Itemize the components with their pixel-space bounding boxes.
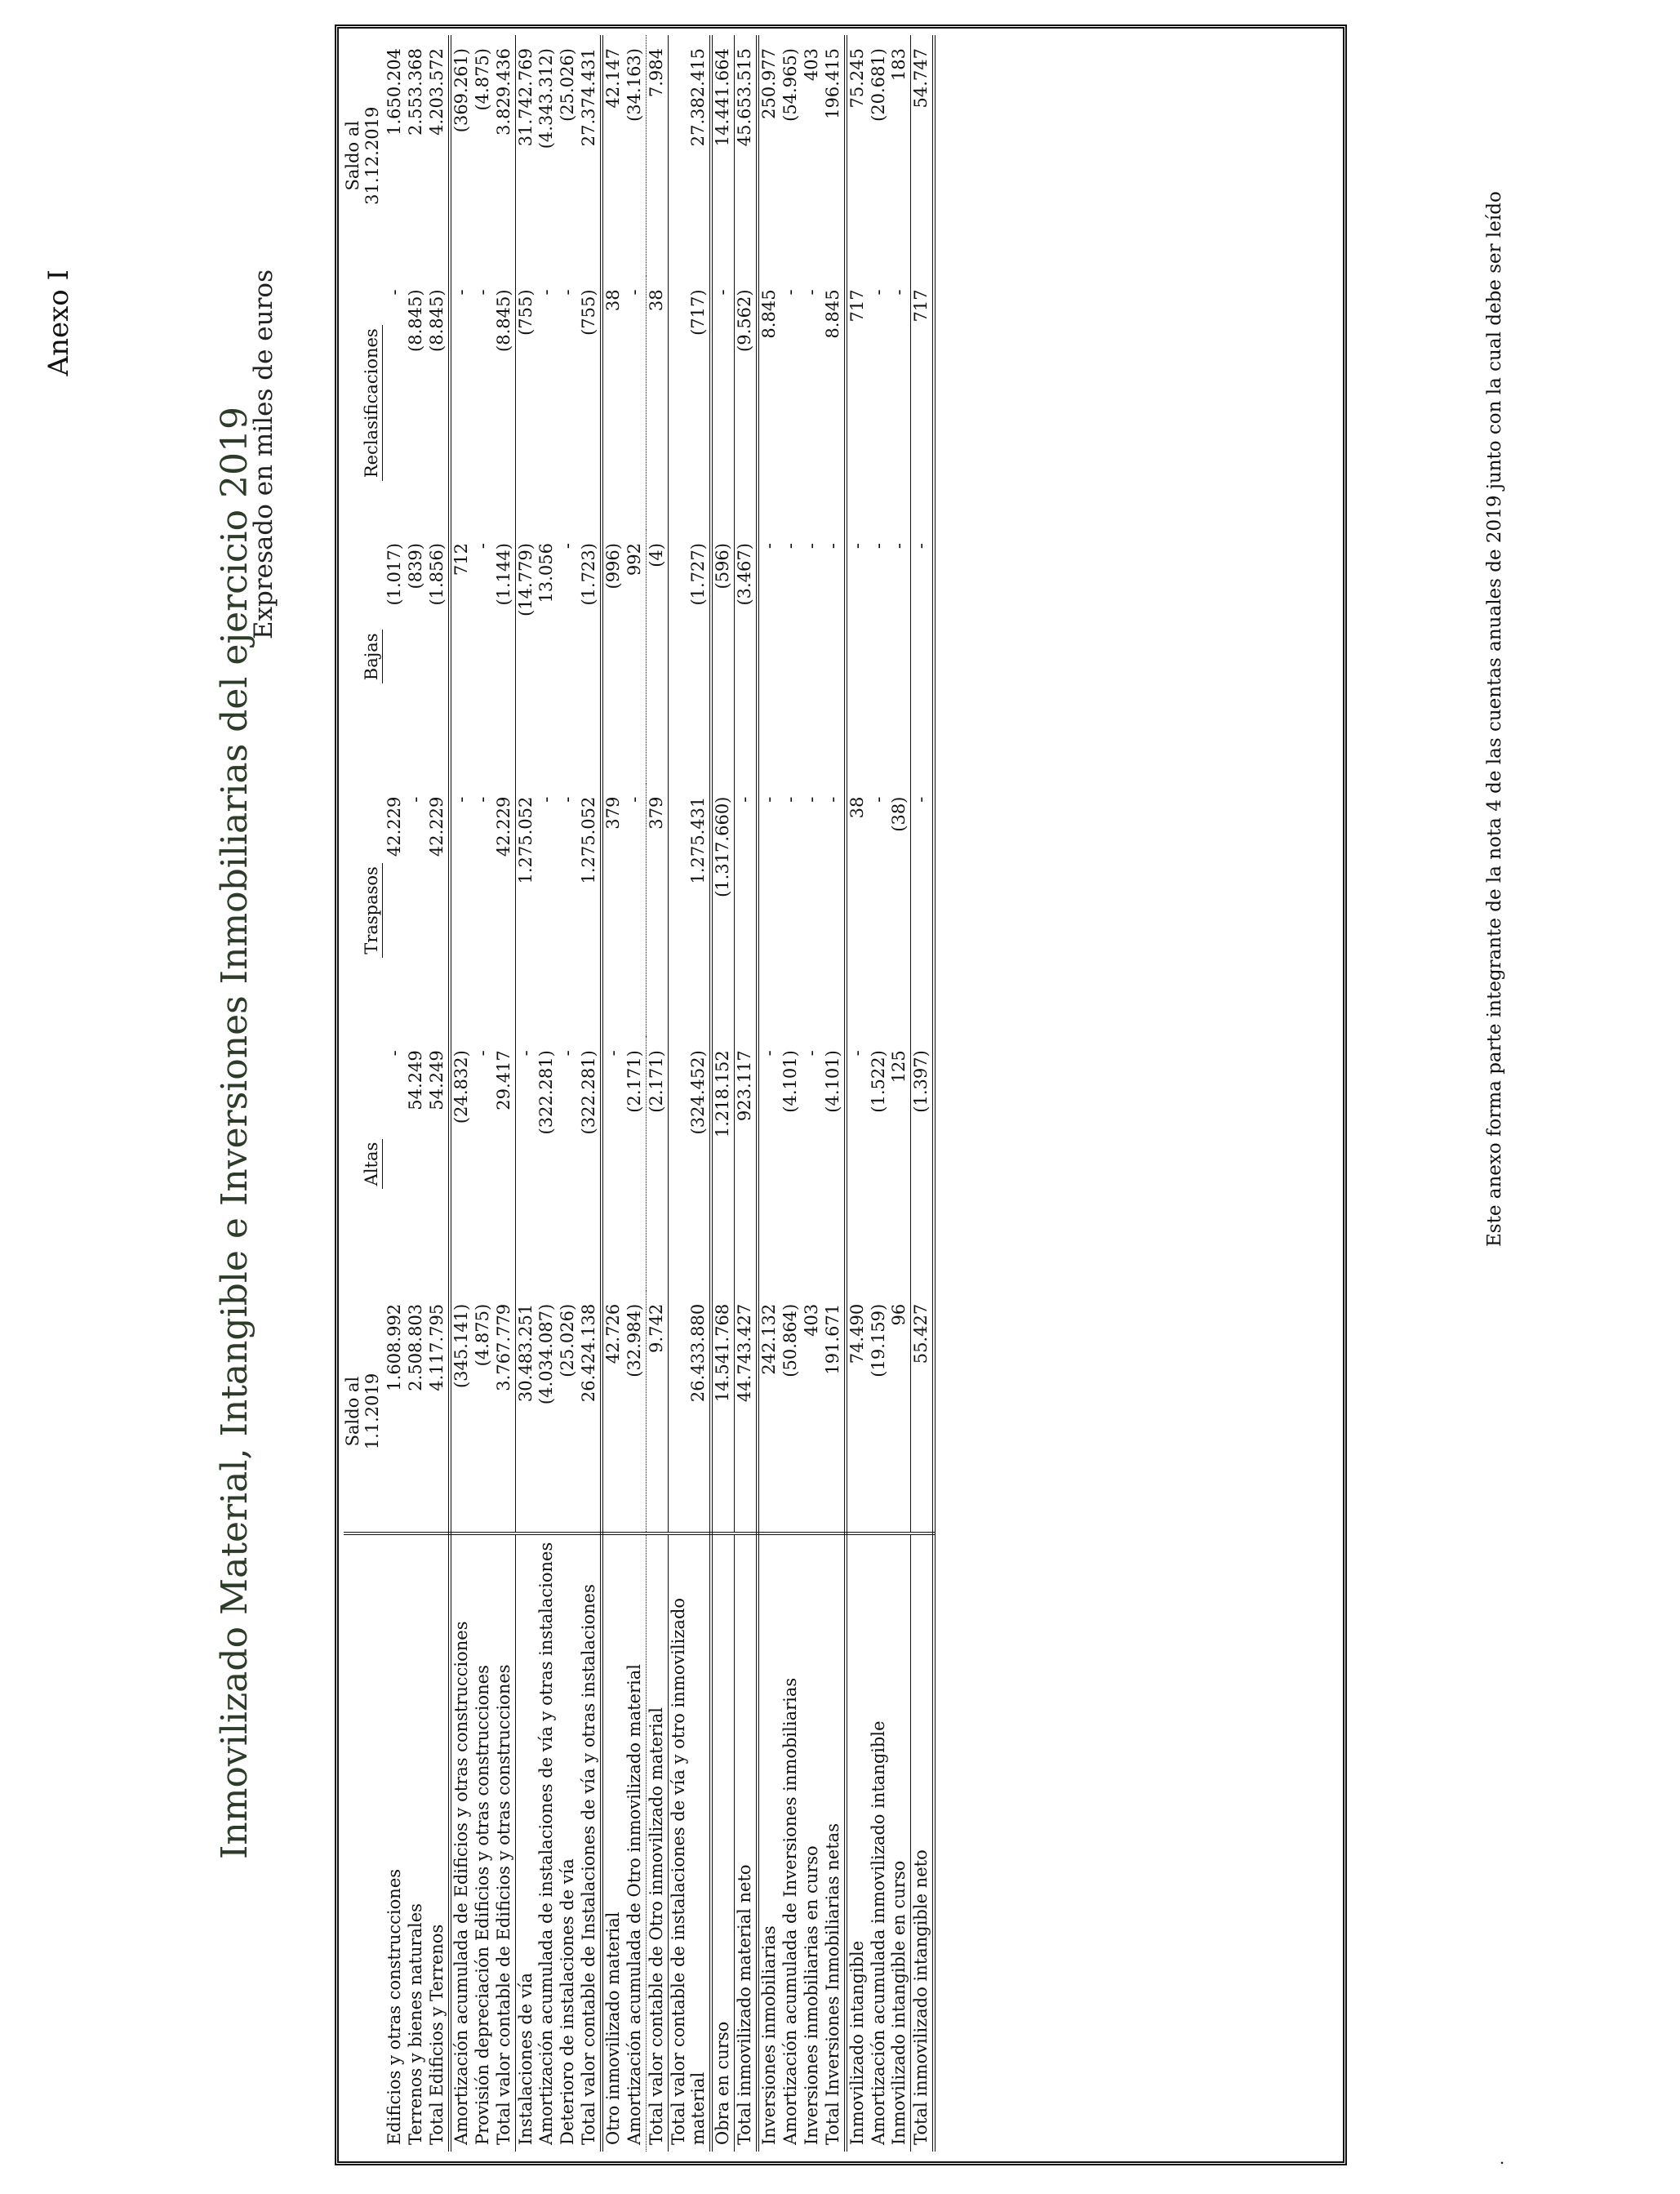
row-value: 29.417: [494, 1037, 515, 1291]
row-value: -: [911, 784, 934, 1038]
row-value: 42.229: [494, 784, 515, 1038]
header-label-cell: [344, 1533, 384, 2152]
row-label: Obra en curso: [711, 1533, 734, 2152]
row-value: 403: [801, 48, 821, 82]
row-value: 3.829.436: [494, 35, 515, 276]
table-row: [579, 35, 602, 2152]
row-value: -: [780, 796, 800, 803]
header-bajas: Bajas: [344, 530, 384, 784]
row-value: -: [558, 796, 578, 803]
header-reclasificaciones: Reclasificaciones: [344, 276, 384, 530]
row-value: (2.171): [647, 1037, 669, 1291]
row-value: (2.171): [624, 1037, 646, 1291]
row-label: Inversiones inmobiliarias: [758, 1533, 780, 2152]
row-value: 8.845: [758, 289, 779, 339]
row-value: 242.132: [758, 1303, 779, 1375]
table-row: [624, 35, 646, 2152]
table-frame: [335, 24, 1347, 2165]
row-value: 27.382.415: [669, 35, 711, 276]
row-value: 13.056: [536, 543, 557, 603]
row-value: (4.343.312): [536, 48, 557, 149]
row-value: (1.397): [911, 1037, 934, 1291]
row-value: 191.671: [823, 1291, 846, 1533]
row-value: -: [515, 1050, 536, 1057]
row-value: (54.965): [780, 48, 800, 122]
row-value: 27.374.431: [579, 35, 602, 276]
row-value: 2.508.803: [405, 1303, 425, 1391]
row-value: (1.856): [427, 530, 450, 784]
row-value: -: [868, 289, 888, 296]
row-label: Total Edificios y Terrenos: [427, 1533, 450, 2152]
row-value: -: [801, 289, 821, 296]
row-label: Edificios y otras construcciones: [384, 1533, 406, 2152]
units-note: Expresado en miles de euros: [249, 269, 278, 640]
row-value: (50.864): [780, 1303, 800, 1377]
row-label: Otro inmovilizado material: [602, 1533, 624, 2152]
row-value: (4.875): [472, 1303, 492, 1367]
row-value: (25.026): [558, 1303, 578, 1377]
row-value: 183: [889, 35, 910, 276]
row-label: Total valor contable de Instalaciones de vía y otras instalaciones: [579, 1533, 602, 2152]
table-row: [602, 35, 624, 2152]
row-label: Total valor contable de Otro inmovilizado material: [647, 1533, 669, 2152]
row-value: (14.779): [515, 543, 536, 616]
row-value: -: [911, 530, 934, 784]
row-value: -: [847, 543, 867, 550]
row-value: (32.984): [624, 1291, 646, 1533]
row-value: 42.147: [603, 48, 624, 109]
table-row: [647, 35, 669, 2152]
fixed-assets-table: [344, 35, 936, 2152]
row-value: -: [711, 276, 734, 530]
row-value: (1.017): [384, 543, 404, 606]
row-value: 42.229: [427, 784, 450, 1038]
row-value: (8.845): [427, 276, 450, 530]
row-value: -: [603, 1050, 624, 1057]
row-value: 26.424.138: [579, 1291, 602, 1533]
row-value: 44.743.427: [734, 1291, 757, 1533]
row-label: Total Inversiones Inmobiliarias netas: [823, 1533, 846, 2152]
row-value: 250.977: [758, 48, 779, 119]
row-value: (345.141): [451, 1303, 471, 1389]
row-label: Total inmovilizado material neto: [734, 1533, 757, 2152]
row-value: 38: [847, 796, 867, 819]
annex-label: Anexo I: [42, 269, 75, 376]
row-value: 7.984: [647, 35, 669, 276]
row-value: 26.433.880: [669, 1291, 711, 1533]
footer-mark: .: [1487, 2160, 1507, 2165]
header-opening-line2: 1.1.2019: [362, 1373, 382, 1450]
table-row: [494, 35, 515, 2152]
row-value: (25.026): [558, 48, 578, 122]
row-label: Inmovilizado intangible: [846, 1533, 869, 2152]
table-row: [802, 35, 823, 2152]
row-value: (324.452): [669, 1037, 711, 1291]
table-row: [427, 35, 450, 2152]
row-value: -: [780, 543, 800, 550]
row-label: Deterioro de instalaciones de vía: [558, 1533, 579, 2152]
row-value: (9.562): [734, 276, 757, 530]
row-value: 96: [889, 1291, 910, 1533]
row-label: Instalaciones de vía: [515, 1533, 536, 2152]
row-value: 125: [889, 1037, 910, 1291]
row-value: (3.467): [734, 530, 757, 784]
row-value: (1.522): [868, 1050, 888, 1113]
row-value: -: [472, 543, 492, 550]
row-value: -: [758, 796, 779, 803]
table-row: [780, 35, 802, 2152]
row-label: Amortización acumulada de Otro inmovilizado material: [624, 1533, 646, 2152]
row-value: -: [451, 289, 471, 296]
row-value: 45.653.515: [734, 35, 757, 276]
row-value: (839): [405, 543, 425, 590]
row-value: (4.875): [472, 48, 492, 111]
table-row: [558, 35, 579, 2152]
row-value: -: [558, 543, 578, 550]
row-value: 9.742: [647, 1291, 669, 1533]
row-value: 31.742.769: [515, 48, 536, 147]
table-row: [473, 35, 494, 2152]
header-row: [344, 35, 384, 2152]
row-value: (4.101): [780, 1050, 800, 1113]
row-value: (34.163): [624, 35, 646, 276]
row-value: 54.249: [427, 1037, 450, 1291]
row-value: (369.261): [451, 48, 471, 133]
row-label: Total valor contable de Edificios y otras construcciones: [494, 1533, 515, 2152]
row-value: -: [889, 276, 910, 530]
row-value: -: [780, 289, 800, 296]
row-value: (717): [669, 276, 711, 530]
table-row: [384, 35, 406, 2152]
row-value: (322.281): [579, 1037, 602, 1291]
row-value: -: [405, 796, 425, 803]
row-value: 717: [847, 289, 867, 323]
header-traspasos: Traspasos: [344, 784, 384, 1038]
row-value: (4.034.087): [536, 1303, 557, 1405]
row-value: -: [558, 1050, 578, 1057]
table-row: [758, 35, 780, 2152]
table-row: [823, 35, 846, 2152]
row-value: (38): [889, 784, 910, 1038]
row-value: -: [472, 796, 492, 803]
row-value: (4): [647, 530, 669, 784]
row-value: -: [847, 1050, 867, 1057]
row-label: Terrenos y bienes naturales: [406, 1533, 427, 2152]
row-label: Amortización acumulada de Edificios y otras construcciones: [450, 1533, 473, 2152]
row-value: (24.832): [451, 1050, 471, 1124]
row-value: 4.203.572: [427, 35, 450, 276]
table-row: [734, 35, 757, 2152]
row-value: 3.767.779: [494, 1291, 515, 1533]
header-opening-line1: Saldo al: [343, 1376, 362, 1447]
row-label: Amortización acumulada de Inversiones inmobiliarias: [780, 1533, 802, 2152]
row-value: -: [384, 289, 404, 296]
table-row: [869, 35, 890, 2152]
row-value: 712: [451, 543, 471, 576]
row-value: 1.275.052: [515, 796, 536, 884]
row-value: (1.727): [669, 530, 711, 784]
row-value: -: [558, 289, 578, 296]
row-value: (1.144): [494, 530, 515, 784]
row-value: -: [868, 543, 888, 550]
row-value: (19.159): [868, 1303, 888, 1377]
row-label: Amortización acumulada inmovilizado intangible: [869, 1533, 890, 2152]
row-value: 403: [801, 1303, 821, 1337]
table-row: [536, 35, 558, 2152]
table-row: [450, 35, 473, 2152]
row-value: 4.117.795: [427, 1291, 450, 1533]
table-row: [711, 35, 734, 2152]
row-value: (4.101): [823, 1037, 846, 1291]
row-value: -: [472, 1050, 492, 1057]
row-value: (1.317.660): [711, 784, 734, 1038]
row-value: -: [801, 1050, 821, 1057]
row-value: 54.249: [405, 1050, 425, 1110]
footer-note: Este anexo forma parte integrante de la nota 4 de las cuentas anuales de 2019 junto con la cual debe ser leído: [1484, 191, 1505, 1247]
row-value: 1.608.992: [384, 1303, 404, 1391]
row-value: 14.541.768: [711, 1291, 734, 1533]
row-value: 74.490: [847, 1303, 867, 1364]
row-value: 54.747: [911, 35, 934, 276]
row-value: 923.117: [734, 1037, 757, 1291]
header-closing-line1: Saldo al: [343, 120, 362, 191]
row-value: -: [734, 784, 757, 1038]
row-value: 75.245: [847, 48, 867, 109]
row-label: Inversiones inmobiliarias en curso: [802, 1533, 823, 2152]
row-value: (996): [603, 543, 624, 590]
header-altas: Altas: [344, 1037, 384, 1291]
row-label: Provisión depreciación Edificios y otras construcciones: [473, 1533, 494, 2152]
row-value: 1.650.204: [384, 48, 404, 136]
row-value: -: [889, 530, 910, 784]
row-value: 8.845: [823, 276, 846, 530]
row-value: 379: [647, 784, 669, 1038]
row-value: (596): [711, 530, 734, 784]
table-row: [515, 35, 536, 2152]
row-value: (8.845): [494, 276, 515, 530]
row-value: -: [536, 796, 557, 803]
row-value: -: [868, 796, 888, 803]
row-value: -: [758, 543, 779, 550]
table-row: [846, 35, 869, 2152]
row-value: -: [472, 289, 492, 296]
row-value: 42.229: [384, 796, 404, 857]
row-value: 14.441.664: [711, 35, 734, 276]
row-value: -: [823, 530, 846, 784]
row-value: 196.415: [823, 35, 846, 276]
row-value: -: [801, 543, 821, 550]
row-value: 992: [624, 530, 646, 784]
header-opening-balance: [344, 1291, 384, 1533]
header-closing-balance: [344, 35, 384, 276]
row-value: (20.681): [868, 48, 888, 122]
row-value: (322.281): [536, 1050, 557, 1135]
row-value: 379: [603, 796, 624, 830]
row-value: 1.218.152: [711, 1037, 734, 1291]
row-value: (755): [515, 289, 536, 336]
page-title: Inmovilizado Material, Intangible e Inversiones Inmobiliarias del ejercicio 2019: [214, 406, 256, 1859]
row-value: 717: [911, 276, 934, 530]
row-value: 38: [647, 276, 669, 530]
table-row: [889, 35, 910, 2152]
row-value: 1.275.431: [669, 784, 711, 1038]
row-label: Total inmovilizado intangible neto: [911, 1533, 934, 2152]
table-row: [911, 35, 934, 2152]
row-value: -: [801, 796, 821, 803]
row-value: 38: [603, 289, 624, 312]
row-value: -: [451, 796, 471, 803]
row-value: -: [536, 289, 557, 296]
row-label: Inmovilizado intangible en curso: [889, 1533, 910, 2152]
row-value: -: [758, 1050, 779, 1057]
row-value: -: [823, 784, 846, 1038]
header-closing-line2: 31.12.2019: [362, 106, 382, 205]
row-value: 55.427: [911, 1291, 934, 1533]
table-row: [669, 35, 711, 2152]
row-label: Total valor contable de instalaciones de vía y otro inmovilizado material: [669, 1533, 711, 2152]
row-value: 42.726: [603, 1303, 624, 1364]
row-value: 2.553.368: [405, 48, 425, 136]
table-body: [384, 35, 934, 2152]
row-value: -: [624, 276, 646, 530]
row-value: (755): [579, 276, 602, 530]
row-value: -: [624, 784, 646, 1038]
row-label: Amortización acumulada de instalaciones de vía y otras instalaciones: [536, 1533, 558, 2152]
row-value: (1.723): [579, 530, 602, 784]
row-value: 30.483.251: [515, 1303, 536, 1403]
row-value: (8.845): [405, 289, 425, 352]
table-row: [406, 35, 427, 2152]
row-value: -: [384, 1050, 404, 1057]
row-value: 1.275.052: [579, 784, 602, 1038]
